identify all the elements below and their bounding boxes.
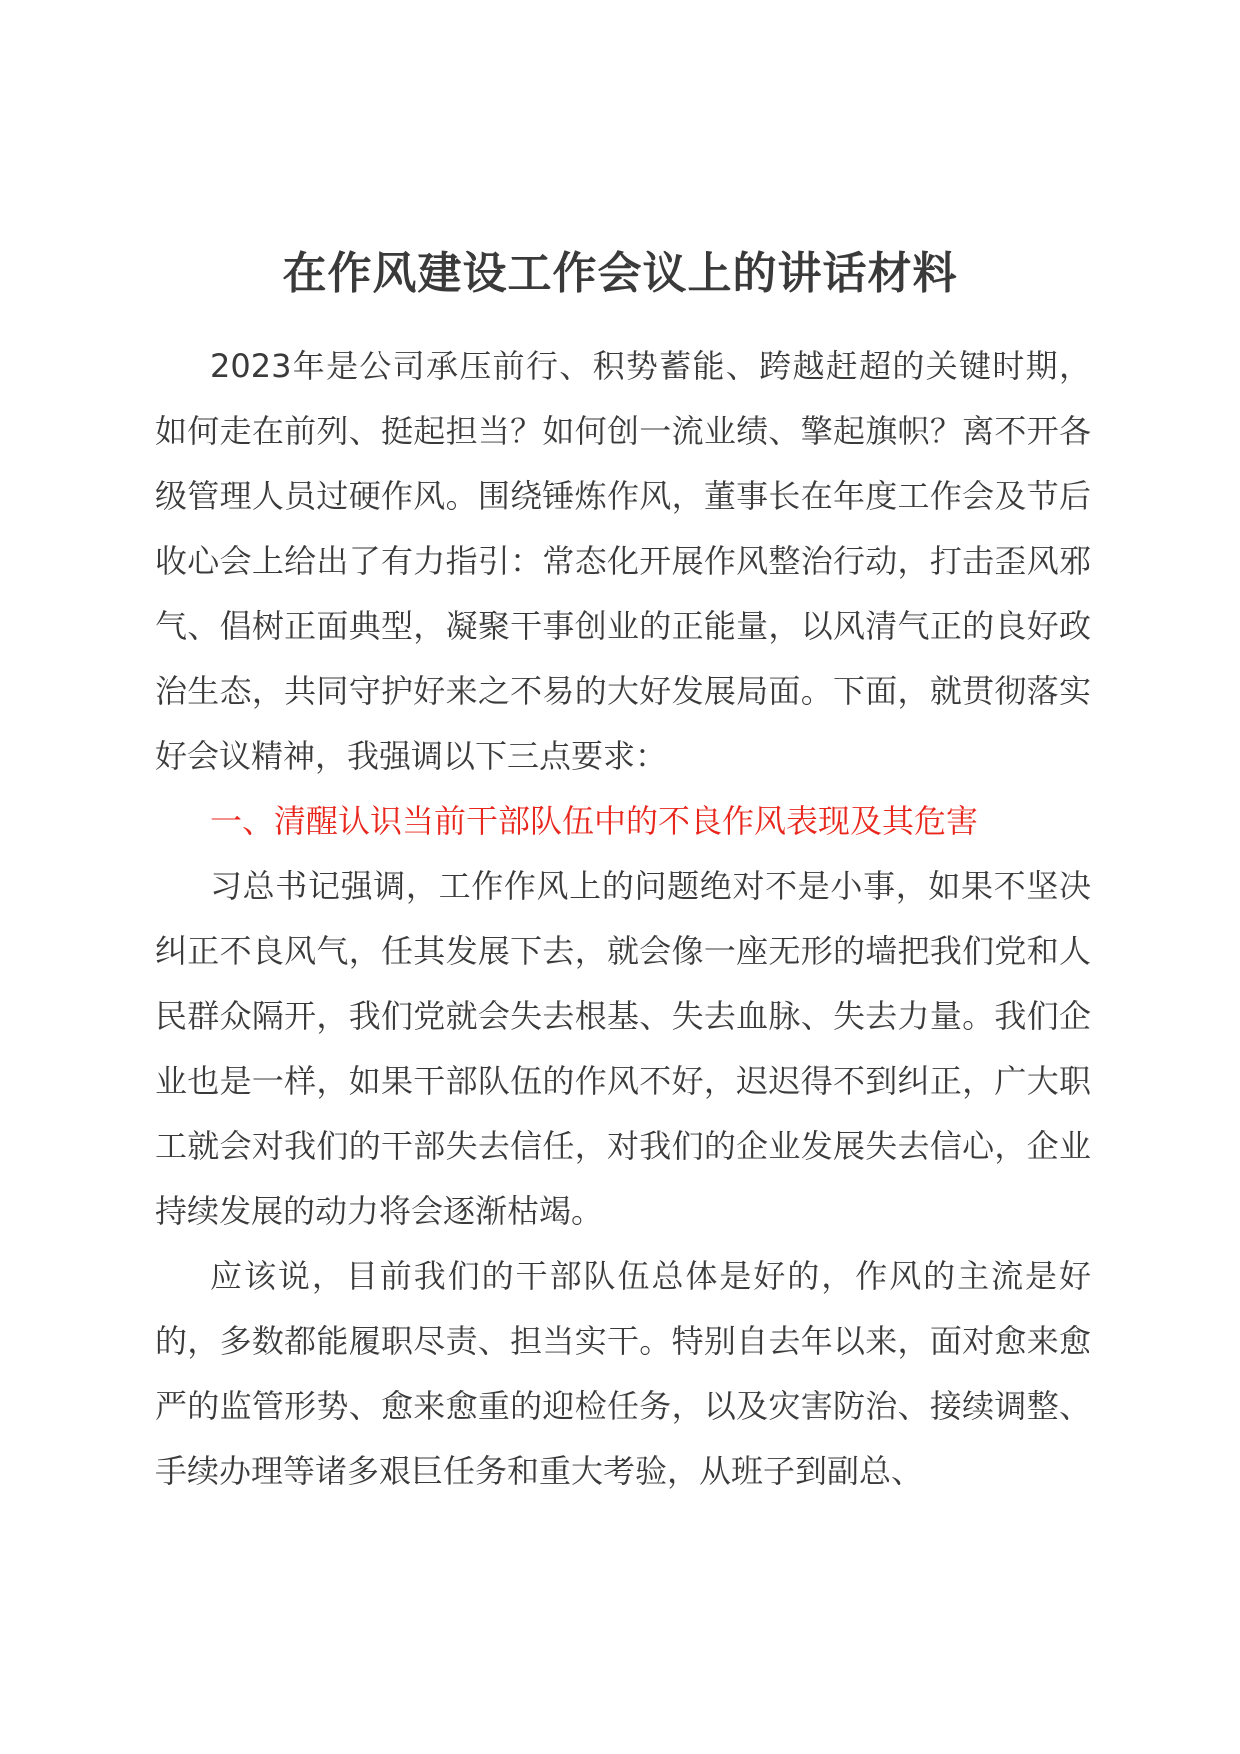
section-1-paragraph-1: 习总书记强调，工作作风上的问题绝对不是小事，如果不坚决纠正不良风气，任其发展下去，就会像一座无形的墙把我们党和人民群众隔开，我们党就会失去根基、失去血脉、失去力量。我们企业也是一样，如果干部队伍的作风不好，迟迟得不到纠正，广大职工就会对我们的干部失去信任，对我们的企业发展失去信心，企业持续发展的动力将会逐渐枯竭。 bbox=[155, 867, 1091, 1230]
section-heading-1: 一、清醒认识当前干部队伍中的不良作风表现及其危害 bbox=[210, 802, 979, 840]
intro-paragraph: 2023年是公司承压前行、积势蓄能、跨越赶超的关键时期，如何走在前列、挺起担当？如何创一流业绩、擎起旗帜？离不开各级管理人员过硬作风。围绕锤炼作风，董事长在年度工作会及节后收心会上给出了有力指引：常态化开展作风整治行动，打击歪风邪气、倡树正面典型，凝聚干事创业的正能量，以风清气正的良好政治生态，共同守护好来之不易的大好发展局面。下面，就贯彻落实好会议精神，我强调以下三点要求： bbox=[155, 347, 1091, 775]
section-1-paragraph-2: 应该说，目前我们的干部队伍总体是好的，作风的主流是好的，多数都能履职尽责、担当实干。特别自去年以来，面对愈来愈严的监管形势、愈来愈重的迎检任务，以及灾害防治、接续调整、手续办理等诸多艰巨任务和重大考验，从班子到副总、 bbox=[155, 1257, 1091, 1490]
document-title: 在作风建设工作会议上的讲话材料 bbox=[282, 248, 958, 299]
document-body bbox=[155, 334, 1091, 1504]
